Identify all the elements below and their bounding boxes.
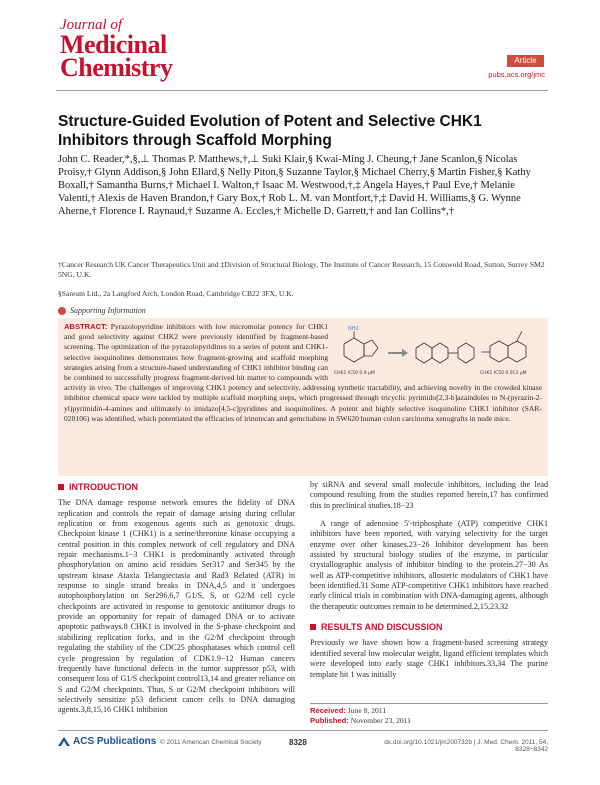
acs-logo-icon bbox=[58, 737, 70, 747]
chemical-structures-graphic bbox=[330, 322, 542, 378]
structure-ring-2 bbox=[364, 340, 378, 356]
results-heading-text: RESULTS AND DISCUSSION bbox=[321, 622, 443, 633]
supporting-info-label: Supporting Information bbox=[70, 306, 146, 315]
abstract-graphic bbox=[330, 322, 542, 378]
graphic-label-ic50-hit: CHK1 IC50 0.9 μM bbox=[334, 371, 375, 376]
structure-ring-4 bbox=[432, 343, 448, 363]
received-date: June 8, 2011 bbox=[347, 706, 387, 715]
structure-ring-7 bbox=[508, 341, 526, 362]
author-list: John C. Reader,*,§,⊥ Thomas P. Matthews,†,⊥ Suki Klair,§ Kwai-Ming J. Cheung,† Jane Scanlon,§ Nicolas Proisy,† Glynn Addison,§ John Ellard,§ Nelly Piton,§ Suzanne Taylor,§ Michael Cherry,§ Martin Fisher,§ Kathy Boxall,† Samantha Burns,† Michael I. Walton,† Isaac M. Westwood,†,‡ Angela Hayes,† Paul Eve,† Melanie Valenti,† Alexis de Haven Brandon,† Gary Box,† Rob L. M. van Montfort,†,‡ David H. Williams,§ G. Wynne Aherne,† Florence I. Raynaud,† Suzanne A. Eccles,† Michelle D. Garrett,† and Ian Collins*,† bbox=[58, 154, 531, 218]
right-column bbox=[310, 480, 548, 680]
section-bullet-icon bbox=[58, 484, 64, 490]
introduction-heading bbox=[58, 482, 295, 492]
left-column bbox=[58, 480, 295, 716]
published-label: Published: bbox=[310, 715, 349, 725]
introduction-heading-text: INTRODUCTION bbox=[69, 482, 138, 492]
journal-name-line1: Journal of bbox=[60, 17, 123, 33]
section-bullet-icon bbox=[310, 624, 316, 630]
structure-ring-6 bbox=[490, 341, 508, 362]
intro-paragraph-3: A range of adenosine 5′-triphosphate (ATP) competitive CHK1 inhibitors have been reported, with varying selectivity for the target enzyme over other kinases.23−26 Inhibitor development has been assisted by structural biology studies of the enzyme, in particular crystallographic analysis of inhibitor binding to the protein.27−30 As well as ATP-competitive inhibitors, allosteric modulators of CHK1 have been identified.31 Some ATP-competitive CHK1 inhibitors have reached early clinical trials in combination with DNA-damaging agents, although the therapeutic outcomes remain to be determined.2,15,23,32 bbox=[310, 519, 548, 611]
page-number: 8328 bbox=[289, 738, 307, 747]
graphic-label-nh2: NH2 bbox=[348, 326, 359, 332]
header-divider bbox=[56, 90, 548, 91]
copyright-notice: © 2011 American Chemical Society bbox=[160, 739, 262, 746]
supporting-information-link[interactable] bbox=[58, 306, 146, 316]
supporting-info-icon bbox=[58, 307, 66, 315]
footer-divider bbox=[58, 730, 548, 731]
journal-logo bbox=[60, 17, 173, 82]
abstract-heading: ABSTRACT: bbox=[64, 322, 108, 331]
doi-citation-link[interactable]: dx.doi.org/10.1021/jm200732b | J. Med. Chem. 2011, 54, 8328−8342 bbox=[384, 739, 548, 753]
journal-name-line3: Chemistry bbox=[60, 53, 173, 82]
affiliation-primary: †Cancer Research UK Cancer Therapeutics Unit and ‡Division of Structural Biology, The Institute of Cancer Research, 15 Cotswold Road, Sutton, Surrey SM2 5NG, U.K. bbox=[58, 260, 545, 279]
structure-ring-3 bbox=[416, 343, 432, 363]
structure-ring-5 bbox=[458, 343, 474, 363]
arrow-icon bbox=[388, 349, 408, 357]
results-paragraph-1: Previously we have shown how a fragment-based screening strategy identified several low molecular weight, ligand efficient templates which were developed into early stage CHK1 inhibitors.33,34 The purine template hit 1 was initially bbox=[310, 638, 548, 679]
graphic-label-ic50-lead: CHK1 IC50 0.013 μM bbox=[480, 371, 527, 376]
affiliation-secondary: §Sareum Ltd., 2a Langford Arch, London Road, Cambridge CB22 3FX, U.K. bbox=[58, 289, 294, 298]
publisher-logo[interactable] bbox=[58, 736, 156, 747]
publisher-name: ACS Publications bbox=[73, 736, 157, 747]
journal-url-link[interactable]: pubs.acs.org/jmc bbox=[488, 70, 545, 79]
journal-name-line2: Medicinal bbox=[60, 30, 167, 59]
article-history bbox=[310, 703, 548, 726]
intro-paragraph-1: The DNA damage response network ensures the fidelity of DNA replication and controls the repair of damage arising during cellular replication or from exogenous agents such as genotoxic drugs. Checkpoint kinase 1 (CHK1) is a serine/threonine kinase occupying a central position in this complex network of cell regulatory and DNA repair mechanisms.1−3 CHK1 is predominantly activated through phosphorylation on amino acid residues Ser317 and Ser345 by the upstream kinase Ataxia Telangiectasia and Rad3 Related (ATR) in response to single strand breaks in DNA,4,5 and it undergoes autophosphorylation on Ser296.6,7 G1/S, S, or G2/M cell cycle checkpoints are activated in response to genotoxic antitumor drugs to provide an opportunity for repair of damaged DNA or to activate apoptotic pathways.8 CHK1 is involved in the S-phase checkpoint and stabilizing replication forks, and in the G2/M checkpoint through regulating the stability of the CDC25 phosphatases which control cell cycle progression by regulation of CDK1.9−12 Human cancers frequently have functional defects in the tumor suppressor p53, with consequent loss of G1/S checkpoint control13,14 and greater reliance on S and G2/M checkpoints. Thus, S or G2/M checkpoint inhibitors will selectively sensitize p53 deficient cancer cells to DNA damaging agents.3,8,15,16 CHK1 inhibition bbox=[58, 498, 295, 715]
article-type-badge: Article bbox=[507, 55, 544, 67]
results-heading bbox=[310, 622, 548, 632]
published-date: November 23, 2011 bbox=[350, 715, 411, 725]
received-label: Received: bbox=[310, 706, 346, 715]
intro-paragraph-2: by siRNA and several small molecule inhibitors, including the lead compound resulting from the studies reported herein,17 has confirmed this in preclinical studies.18−23 bbox=[310, 480, 548, 510]
abstract-text: Pyrazolopyridine inhibitors with low micromolar potency for CHK1 and good selectivity against CHK2 were previously identified by fragment-based screening. The optimization of the pyrazolopyridines to a series of potent and CHK1-selective isoquinolines demonstrates how fragment-growing and scaffold morphing strategies arising from a structure-based understanding of CHK1 inhibitor binding can be combined to successfully progress fragment-derived hit matter to compounds with activity in vivo. The challenges of improving CHK1 potency and selectivity, addressing synthetic tractability, and achieving novelty in the crowded kinase inhibitor chemical space were tackled by multiple scaffold morphing steps, which progressed through tricyclic pyrimido[2,3-b]azaindoles to N-(pyrazin-2-yl)pyrimidin-4-amines and ultimately to imidazo[4,5-c]pyridines and isoquinolines. A potent and highly selective isoquinoline CHK1 inhibitor (SAR-020106) was identified, which potentiated the efficacies of irinotecan and gemcitabine in SW620 human colon carcinoma xenografts in nude mice. bbox=[64, 322, 542, 423]
structure-ring-1 bbox=[344, 338, 364, 362]
article-title: Structure-Guided Evolution of Potent and Selective CHK1 Inhibitors through Scaffold Morphing bbox=[58, 113, 482, 149]
